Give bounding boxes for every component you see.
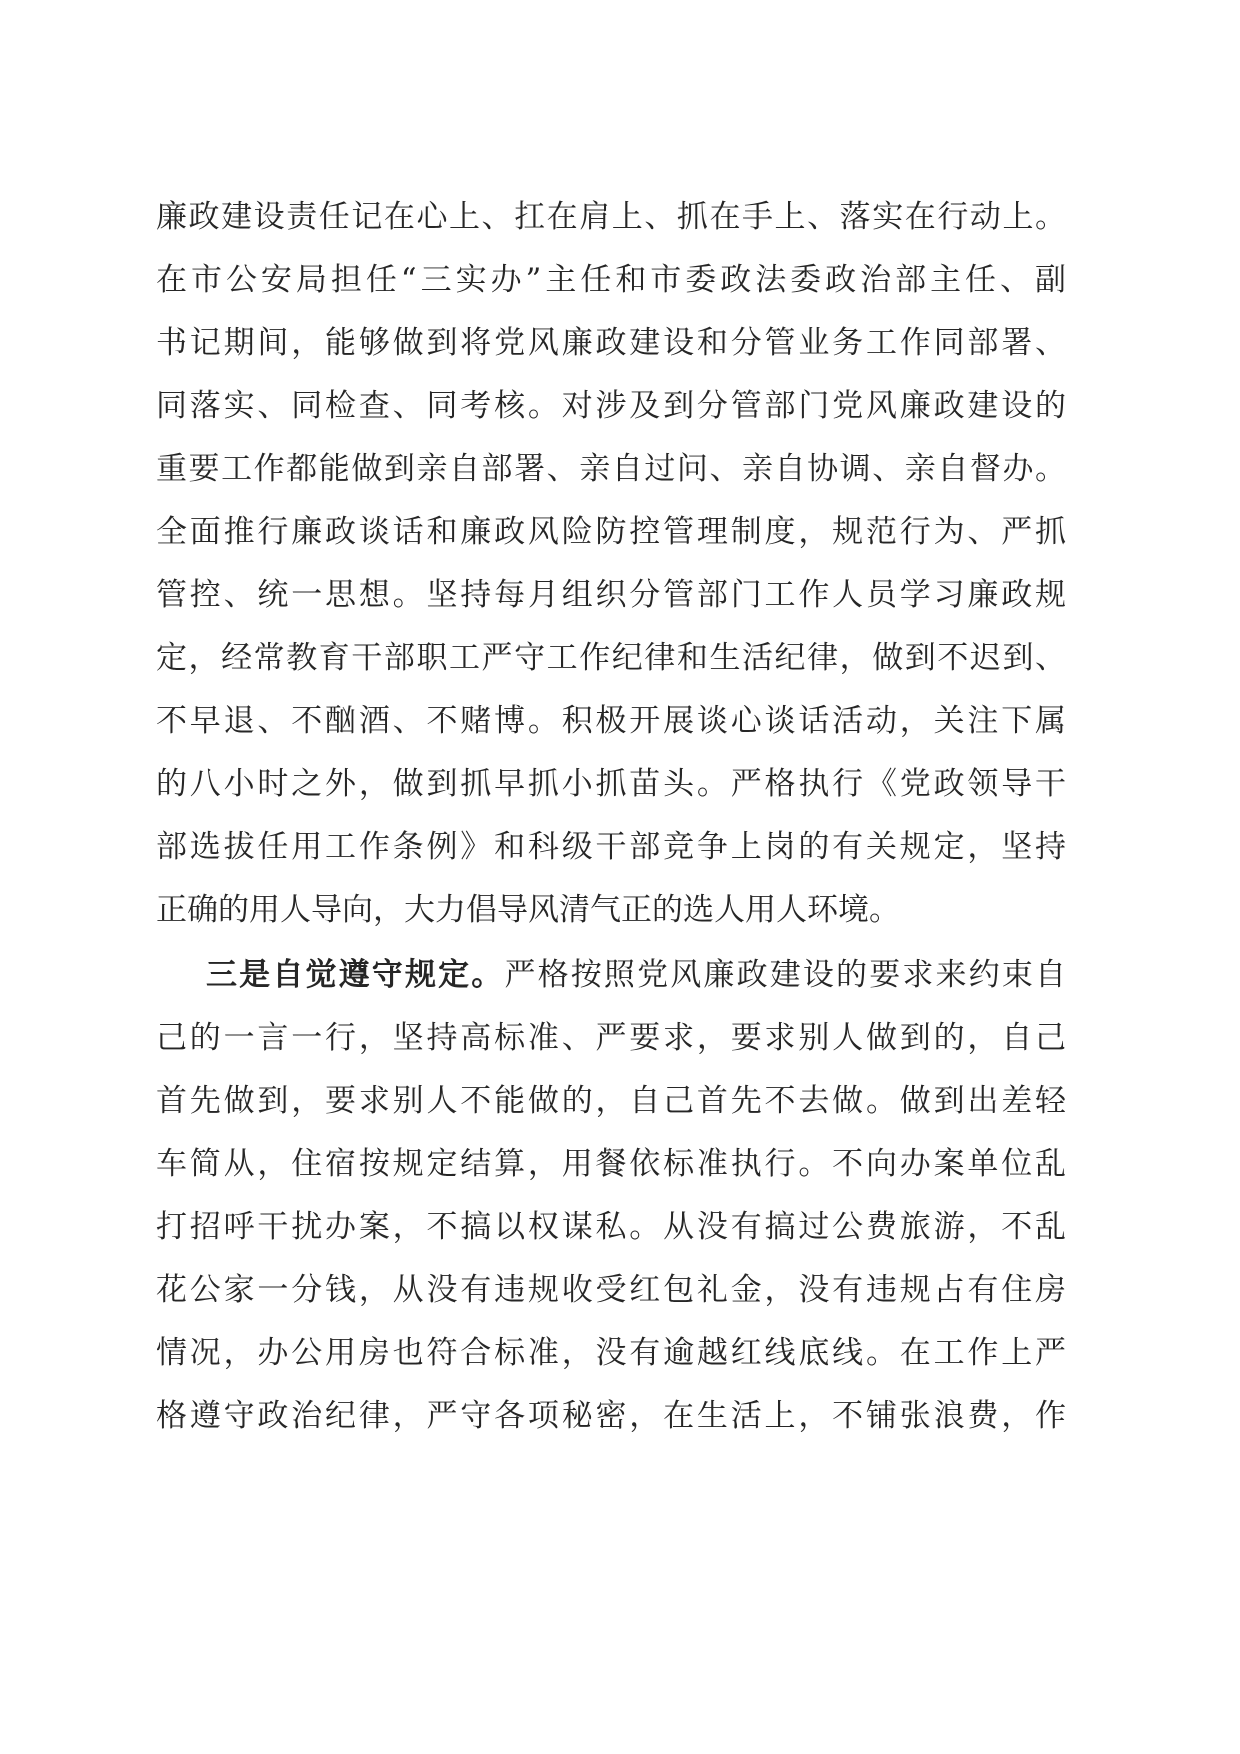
text-line: 重要工作都能做到亲自部署、亲自过问、亲自协调、亲自督办。	[156, 451, 1066, 487]
section-heading: 三是自觉遵守规定。	[206, 957, 505, 993]
body-text	[156, 186, 1066, 1448]
text-line: 定，经常教育干部职工严守工作纪律和生活纪律，做到不迟到、	[156, 640, 1066, 676]
text-line: 花公家一分钱，从没有违规收受红包礼金，没有违规占有住房	[156, 1272, 1066, 1308]
text-line: 己的一言一行，坚持高标准、严要求，要求别人做到的，自己	[156, 1020, 1066, 1056]
text-line: 管控、统一思想。坚持每月组织分管部门工作人员学习廉政规	[156, 577, 1066, 613]
text-line: 同落实、同检查、同考核。对涉及到分管部门党风廉政建设的	[156, 388, 1066, 424]
heading-continuation: 严格按照党风廉政建设的要求来约束自	[504, 957, 1067, 993]
text-line: 打招呼干扰办案，不搞以权谋私。从没有搞过公费旅游，不乱	[156, 1209, 1066, 1245]
text-line: 的八小时之外，做到抓早抓小抓苗头。严格执行《党政领导干	[156, 766, 1066, 802]
text-line: 部选拔任用工作条例》和科级干部竞争上岗的有关规定，坚持	[156, 829, 1066, 865]
text-line: 情况，办公用房也符合标准，没有逾越红线底线。在工作上严	[156, 1335, 1066, 1371]
text-line: 廉政建设责任记在心上、扛在肩上、抓在手上、落实在行动上。	[156, 199, 1066, 235]
text-line: 格遵守政治纪律，严守各项秘密，在生活上，不铺张浪费，作	[156, 1398, 1066, 1434]
text-line: 正确的用人导向，大力倡导风清气正的选人用人环境。	[156, 892, 900, 928]
text-line: 全面推行廉政谈话和廉政风险防控管理制度，规范行为、严抓	[156, 514, 1066, 550]
paragraph-1	[156, 186, 1066, 942]
text-line: 车简从，住宿按规定结算，用餐依标准执行。不向办案单位乱	[156, 1146, 1066, 1182]
text-line: 不早退、不酗酒、不赌博。积极开展谈心谈话活动，关注下属	[156, 703, 1066, 739]
paragraph-2	[156, 944, 1066, 1448]
text-line: 书记期间，能够做到将党风廉政建设和分管业务工作同部署、	[156, 325, 1066, 361]
text-line: 首先做到，要求别人不能做的，自己首先不去做。做到出差轻	[156, 1083, 1066, 1119]
text-line: 在市公安局担任“三实办”主任和市委政法委政治部主任、副	[156, 262, 1066, 298]
text-line	[156, 944, 1066, 1007]
